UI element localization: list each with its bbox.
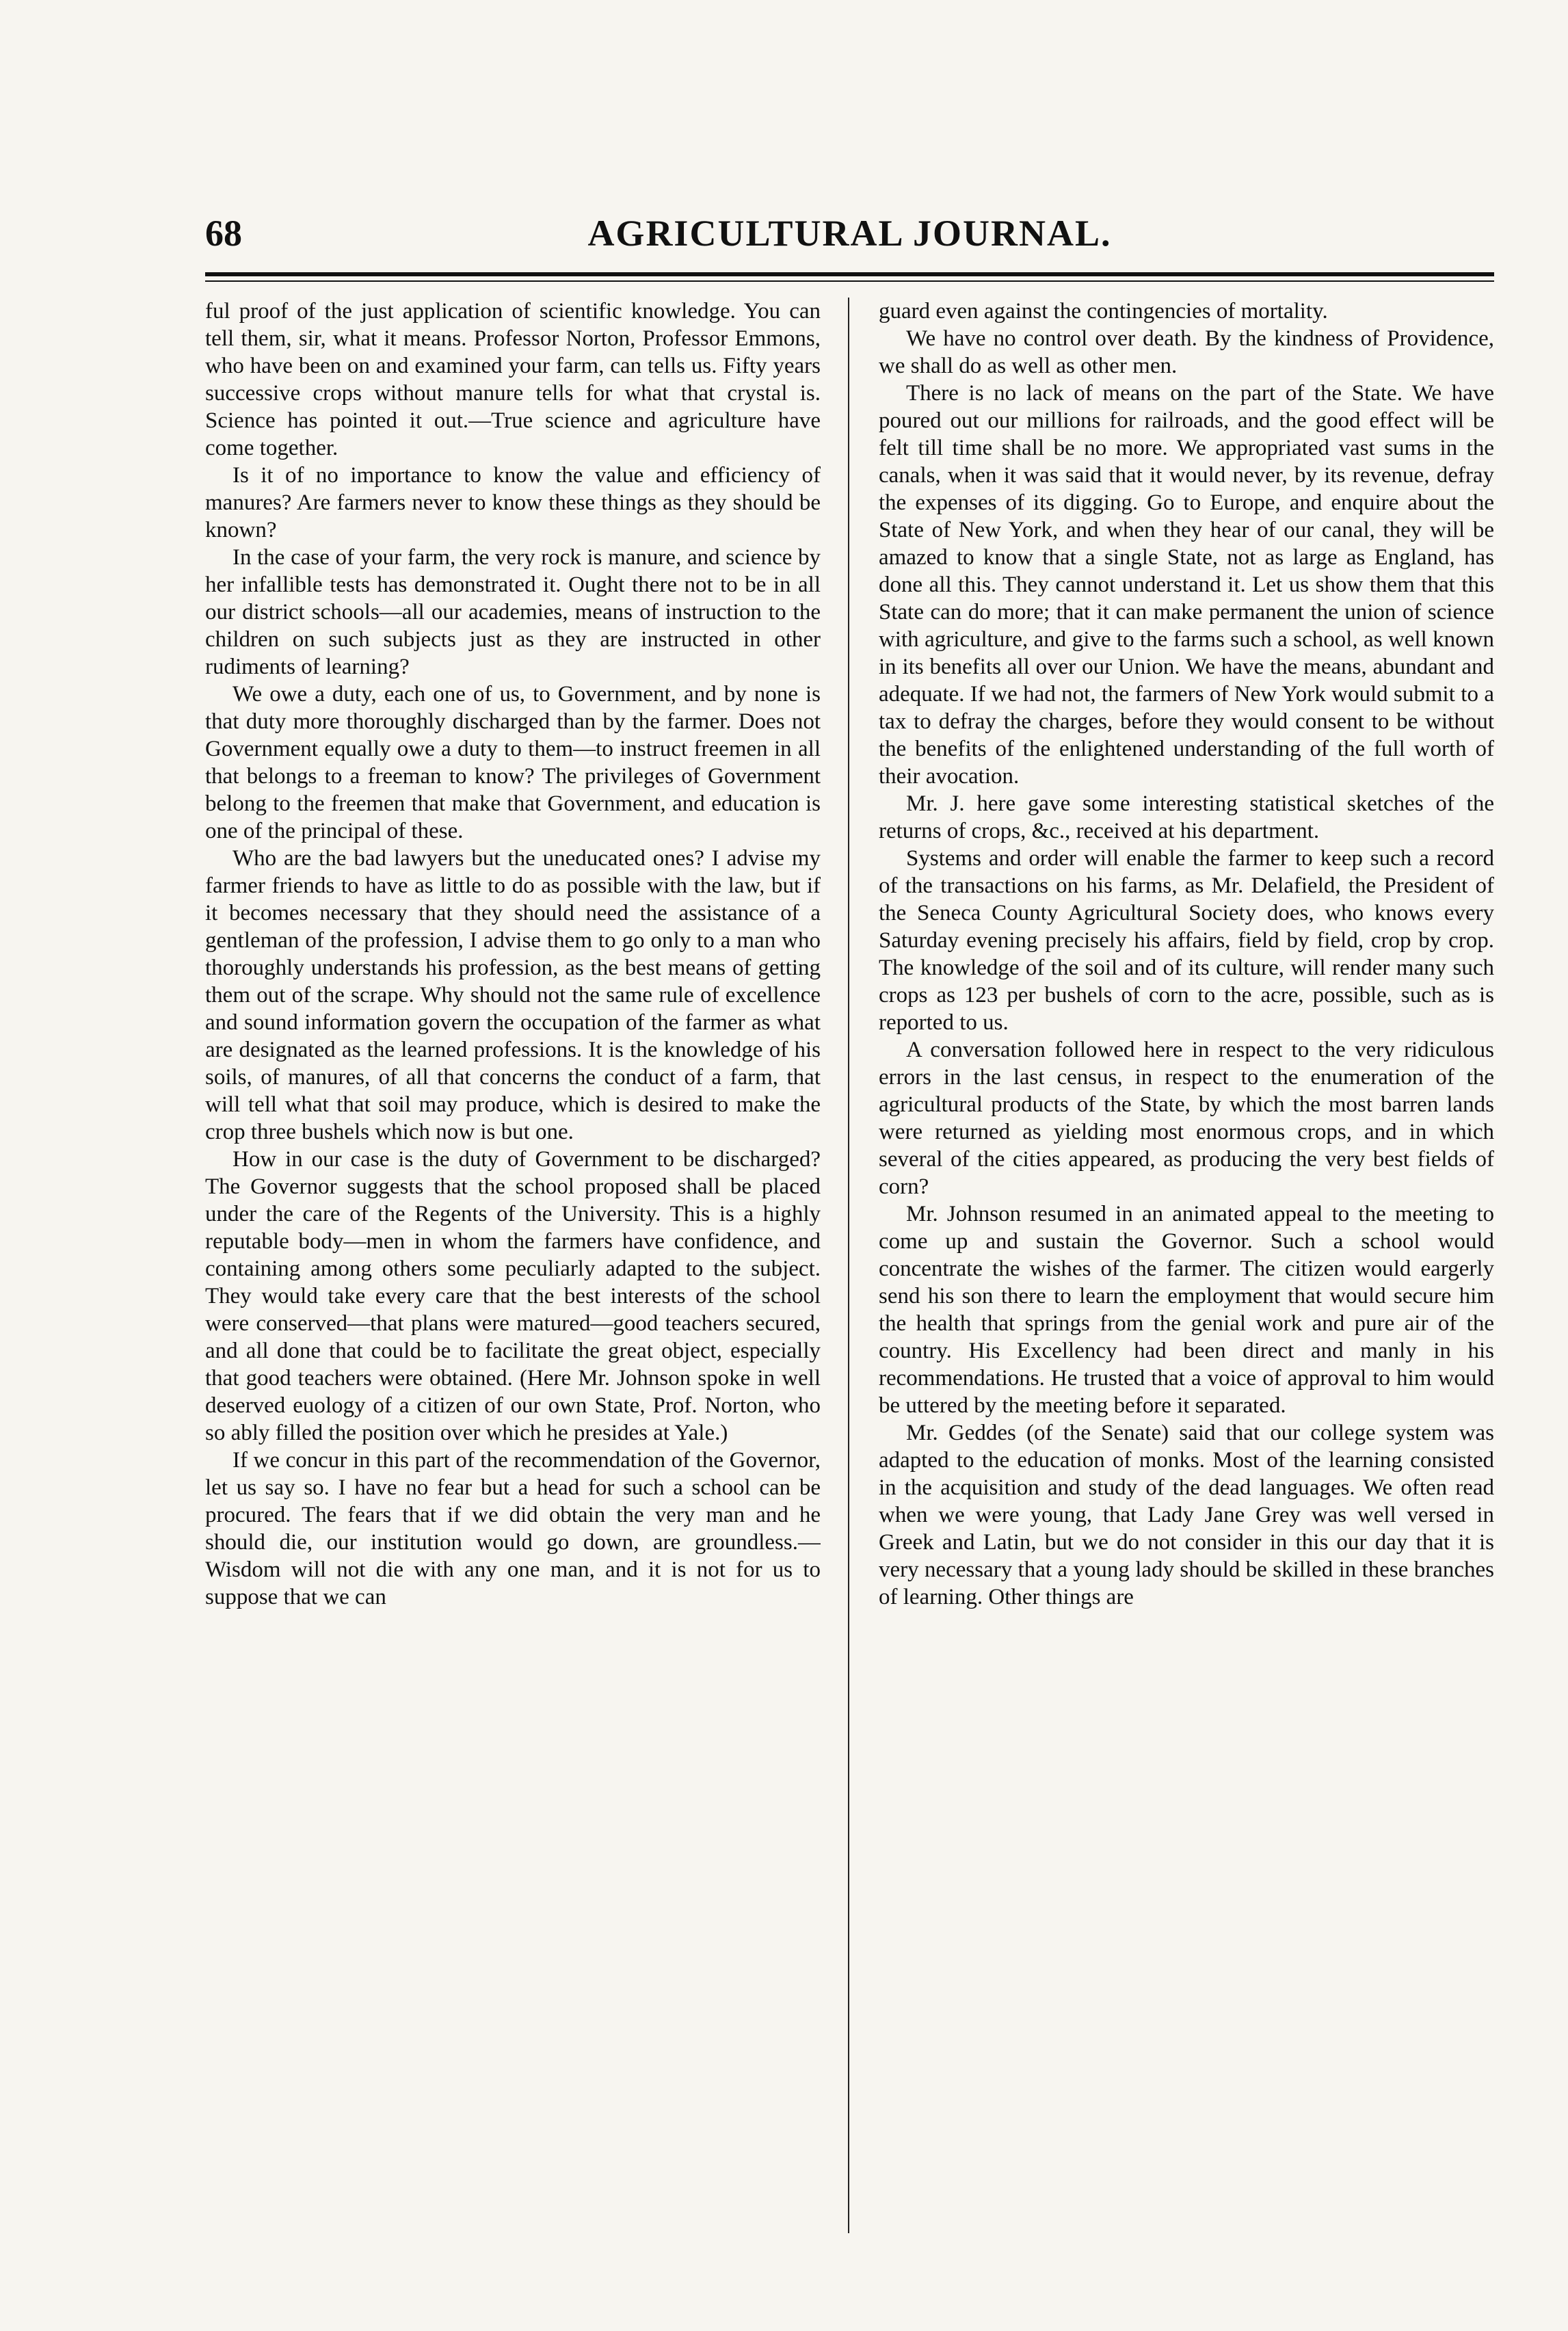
paragraph: Systems and order will enable the farmer to keep such a record of the transactions on his farms, as Mr. Delafield, the President of the Seneca County Agricultural Society does, who knows every Saturday evening precisely his affairs, field by field, crop by crop. The knowledge of the soil and of its culture, will render many such crops as 123 per bushels of corn to the acre, possible, such as is reported to us. [879, 846, 1494, 1035]
paragraph: How in our case is the duty of Government to be discharged? The Governor suggests that the school proposed shall be placed under the care of the Regents of the University. This is a highly reputable body—men in whom the farmers have confidence, and containing among others some peculiarly adapted to the subject. They would take every care that the best interests of the school were conserved—that plans were matured—good teachers secured, and all done that could be to facilitate the great object, especially that good teachers were obtained. (Here Mr. Johnson spoke in well deserved euology of a citizen of our own State, Prof. Norton, who so ably filled the position over which he presides at Yale.) [205, 1147, 821, 1445]
paragraph: guard even against the contingencies of mortality. [879, 299, 1328, 324]
left-column [205, 298, 821, 2233]
paragraph: We owe a duty, each one of us, to Government, and by none is that duty more thoroughly discharged than by the farmer. Does not Government equally owe a duty to them—to instruct freemen in all that belongs to a freeman to know? The privileges of Government belong to the freemen that make that Government, and education is one of the principal of these. [205, 682, 821, 843]
right-column [879, 298, 1494, 2233]
page-header [205, 205, 1494, 260]
page-number: 68 [205, 213, 242, 254]
paragraph: Who are the bad lawyers but the uneducated ones? I advise my farmer friends to have as little to do as possible with the law, but if it becomes necessary that they should need the assistance of a gentleman of the profession, I advise them to go only to a man who thoroughly understands his profession, as the best means of getting them out of the scrape. Why should not the same rule of excellence and sound information govern the occupation of the farmer as what are designated as the learned professions. It is the knowledge of his soils, of manures, of all that concerns the conduct of a farm, that will tell what that soil may produce, which is desired to make the crop three bushels which now is but one. [205, 846, 821, 1144]
paragraph: ful proof of the just application of scientific knowledge. You can tell them, sir, what it means. Professor Norton, Professor Emmons, who have been on and examined your farm, can tells us. Fifty years successive crops without manure tells for what that crystal is. Science has pointed it out.—True science and agriculture have come together. [205, 299, 821, 460]
paragraph: If we concur in this part of the recommendation of the Governor, let us say so. I have no fear but a head for such a school can be procured. The fears that if we did obtain the very man and he should die, our institution would go down, are groundless.—Wisdom will not die with any one man, and it is not for us to suppose that we can [205, 1448, 821, 1609]
paragraph: A conversation followed here in respect to the very ridiculous errors in the last census, in respect to the enumeration of the agricultural products of the State, by which the most barren lands were returned as yielding most enormous crops, and in which several of the cities appeared, as producing the very best fields of corn? [879, 1038, 1494, 1199]
paragraph: Mr. Geddes (of the Senate) said that our college system was adapted to the education of monks. Most of the learning consisted in the acquisition and study of the dead languages. We often read when we were young, that Lady Jane Grey was well versed in Greek and Latin, but we do not consider in this our day that it is very necessary that a young lady should be skilled in these branches of learning. Other things are [879, 1421, 1494, 1609]
paragraph: Mr. Johnson resumed in an animated appeal to the meeting to come up and sustain the Governor. Such a school would concentrate the wishes of the farmer. The citizen would eargerly send his son there to learn the employment that would secure him the health that springs from the genial work and pure air of the country. His Excellency had been direct and manly in his recommendations. He trusted that a voice of approval to him would be uttered by the meeting before it separated. [879, 1202, 1494, 1418]
paragraph: In the case of your farm, the very rock is manure, and science by her infallible tests has demonstrated it. Ought there not to be in all our district schools—all our academies, means of instruction to the children on such subjects just as they are instructed in other rudiments of learning? [205, 545, 821, 679]
header-rule-thin [205, 280, 1494, 282]
paragraph: There is no lack of means on the part of the State. We have poured out our millions for railroads, and the good effect will be felt till time shall be no more. We appropriated vast sums in the canals, when it was said that it would never, by its revenue, defray the expenses of its digging. Go to Europe, and enquire about the State of New York, and when they hear of our canal, they will be amazed to know that a single State, not as large as England, has done all this. They cannot understand it. Let us show them that this State can do more; that it can make permanent the union of science with agriculture, and give to the farms such a school, as well known in its benefits all over our Union. We have the means, abundant and adequate. If we had not, the farmers of New York would submit to a tax to defray the charges, before they would consent to be without the benefits of the enlightened understanding of the full worth of their avocation. [879, 381, 1494, 789]
paragraph: Mr. J. here gave some interesting statistical sketches of the returns of crops, &c., received at his department. [879, 791, 1494, 843]
journal-page [205, 205, 1494, 2243]
paragraph: We have no control over death. By the kindness of Providence, we shall do as well as other men. [879, 326, 1494, 378]
header-rule-thick [205, 272, 1494, 276]
journal-title: AGRICULTURAL JOURNAL. [587, 213, 1112, 254]
paragraph: Is it of no importance to know the value and efficiency of manures? Are farmers never to know these things as they should be known? [205, 463, 821, 542]
column-divider [848, 298, 849, 2233]
